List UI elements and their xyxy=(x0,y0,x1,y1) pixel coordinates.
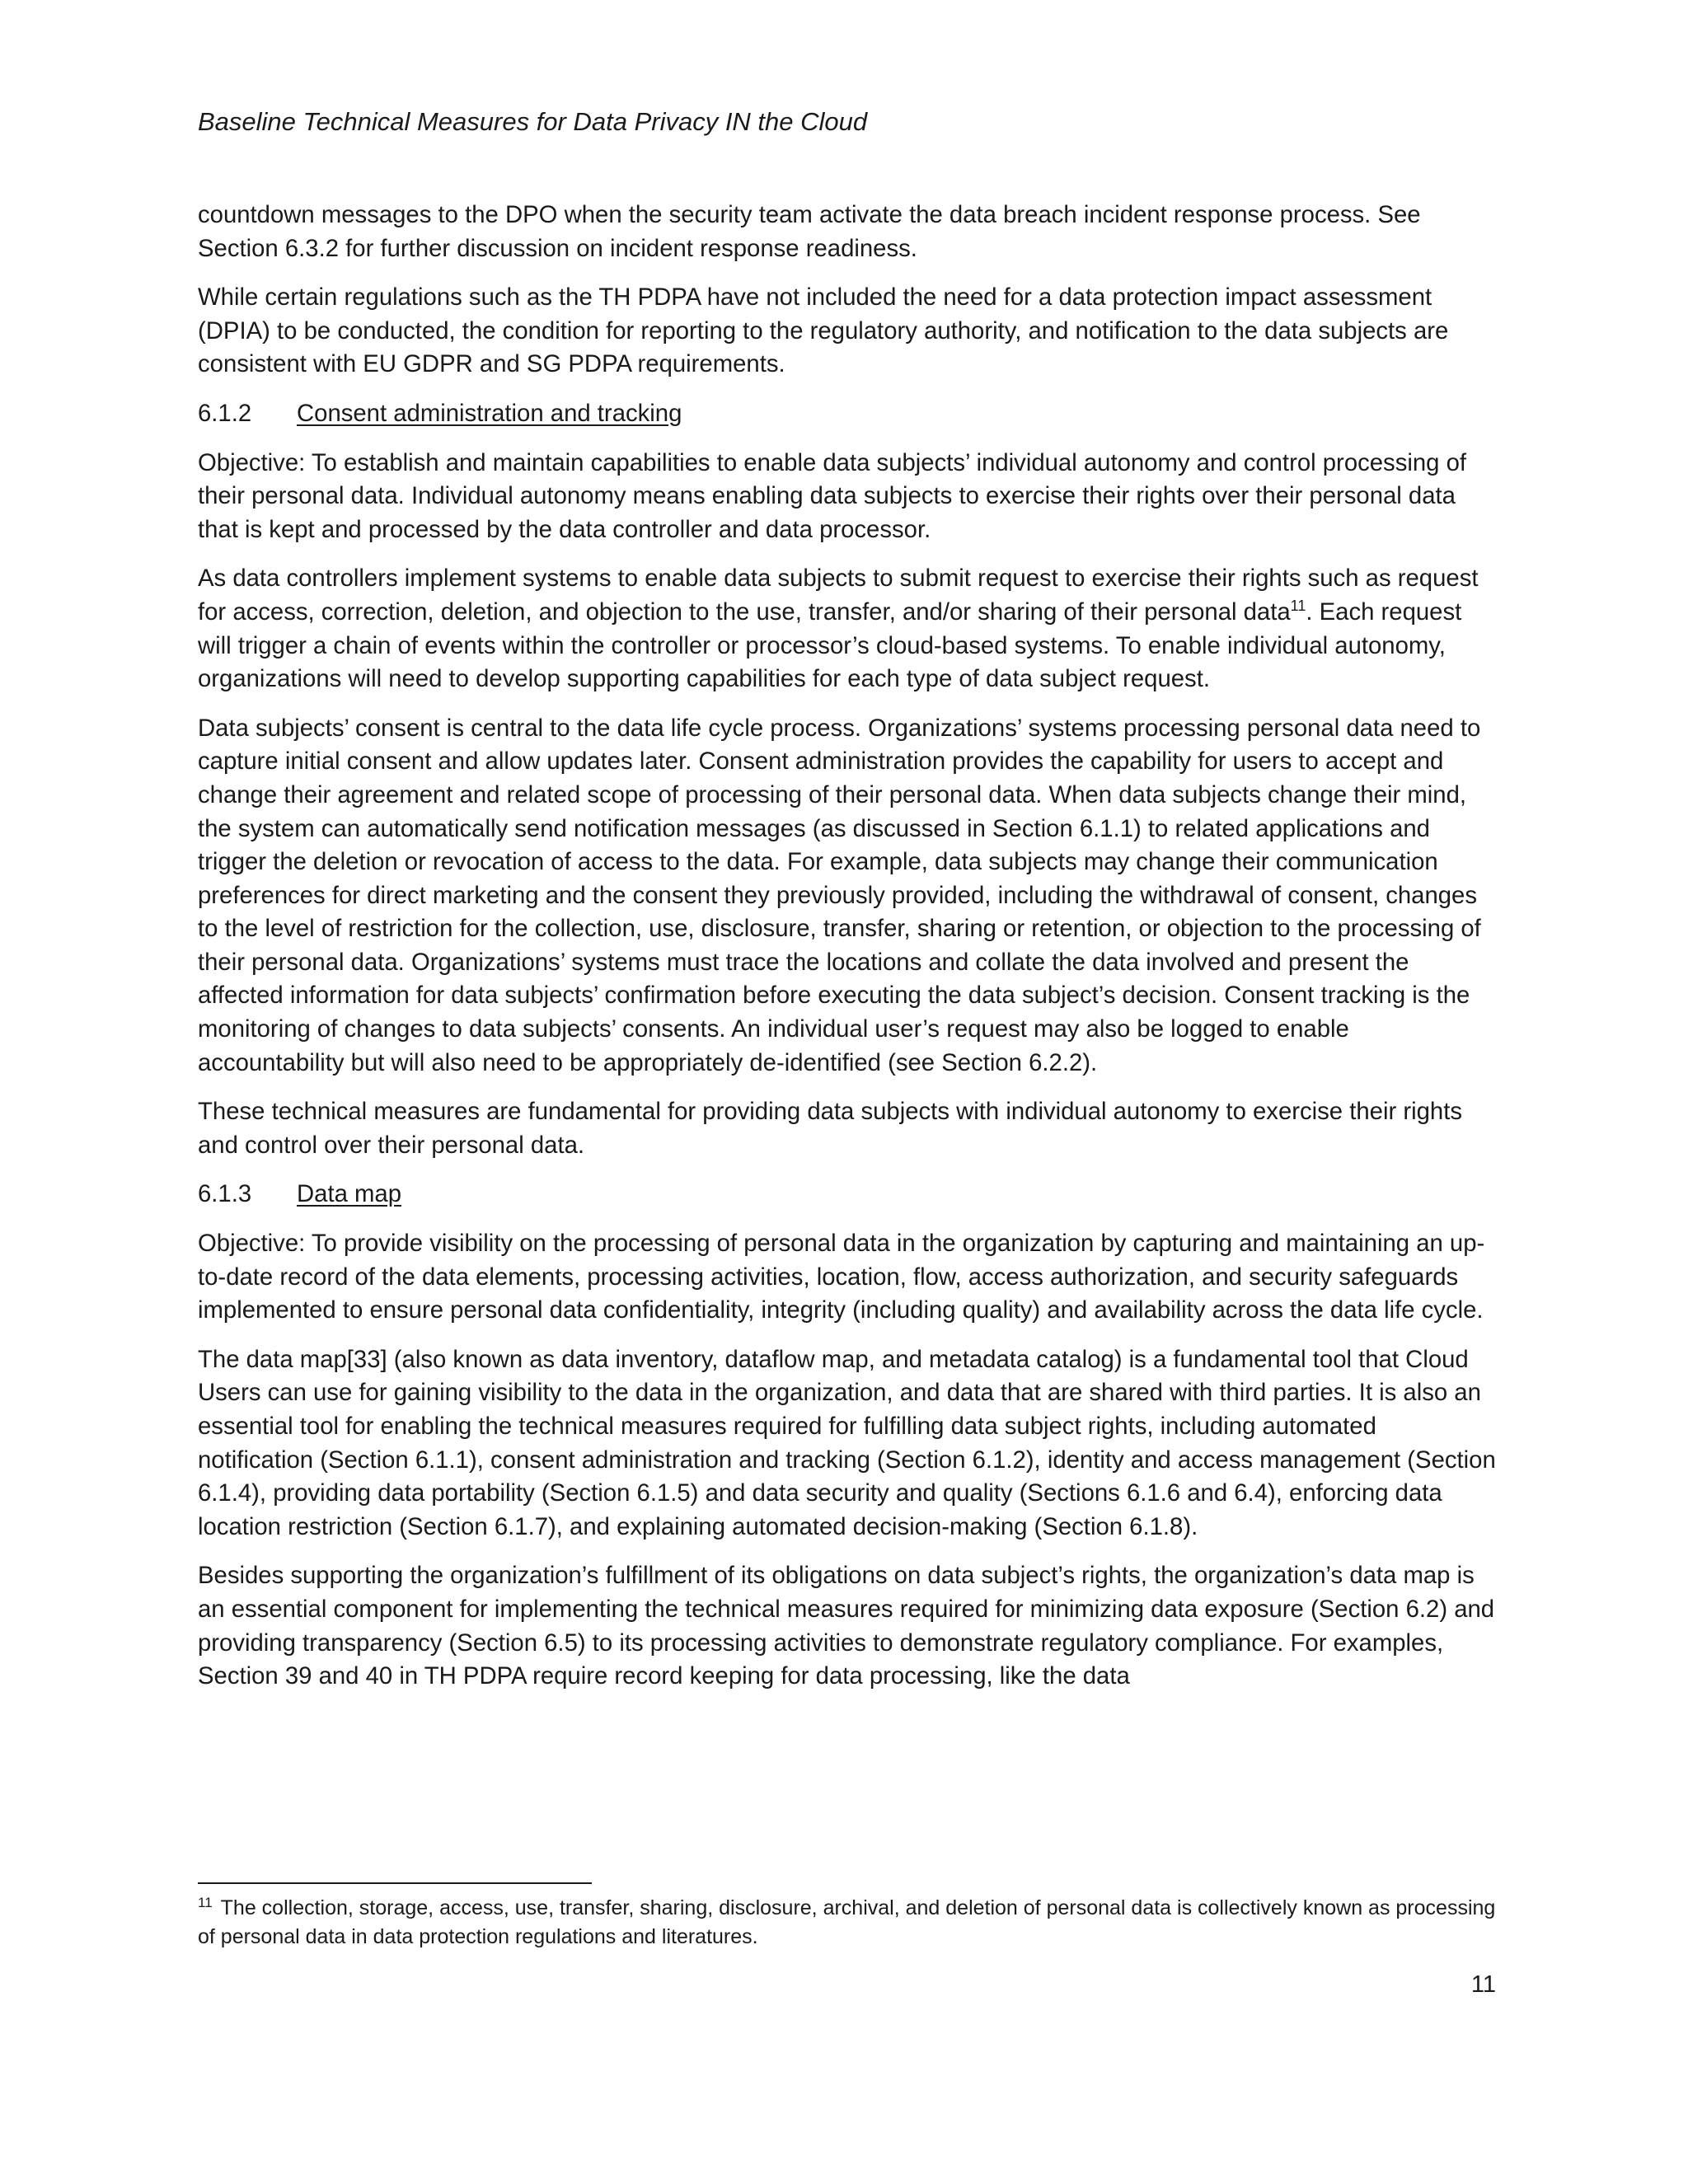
paragraph-text: . Each request will trigger a chain of events within the controller or processor’s cloud-based systems. To enable individual autonomy, organizations will need to develop supporting capabilities for each type of data subject request. xyxy=(198,598,1462,693)
paragraph: Besides supporting the organization’s fulfillment of its obligations on data subject’s rights, the organization’s data map is an essential component for implementing the technical measures required for minimizing data exposure (Section 6.2) and providing transparency (Section 6.5) to its processing activities to demonstrate regulatory compliance. For examples, Section 39 and 40 in TH PDPA require record keeping for data processing, like the data xyxy=(198,1562,1495,1690)
paragraph: countdown messages to the DPO when the security team activate the data breach incident response process. See Section 6.3.2 for further discussion on incident response readiness. xyxy=(198,201,1421,262)
running-header: Baseline Technical Measures for Data Privacy IN the Cloud xyxy=(198,107,868,136)
paragraph: While certain regulations such as the TH PDPA have not included the need for a data protection impact assessment (DPIA) to be conducted, the condition for reporting to the regulatory authority, and notification to the data subjects are consistent with EU GDPR and SG PDPA requirements. xyxy=(198,284,1449,378)
paragraph-text: As data controllers implement systems to enable data subjects to submit request to exercise their rights such as request for access, correction, deletion, and objection to the use, transfer, and/or sharing of their personal data xyxy=(198,565,1479,626)
footnote-separator xyxy=(198,1882,592,1884)
paragraph xyxy=(198,562,1496,696)
body-text xyxy=(198,199,1496,1709)
section-number: 6.1.2 xyxy=(198,399,252,427)
paragraph: Data subjects’ consent is central to the data life cycle process. Organizations’ systems processing personal data need to capture initial consent and allow updates later. Consent administration provides the capability for users to accept and change their agreement and related scope of processing of their personal data. When data subjects change their mind, the system can automatically send notification messages (as discussed in Section 6.1.1) to related applications and trigger the deletion or revocation of access to the data. For example, data subjects may change their communication preferences for direct marketing and the consent they previously provided, including the withdrawal of consent, changes to the level of restriction for the collection, use, disclosure, transfer, sharing or retention, or objection to the processing of their personal data. Organizations’ systems must trace the locations and collate the data involved and present the affected information for data subjects’ confirmation before executing the data subject’s decision. Consent tracking is the monitoring of changes to data subjects’ consents. An individual user’s request may also be logged to enable accountability but will also need to be appropriately de-identified (see Section 6.2.2). xyxy=(198,714,1481,1076)
paragraph: The data map[33] (also known as data inventory, dataflow map, and metadata catalog) is a fundamental tool that Cloud Users can use for gaining visibility to the data in the organization, and data that are shared with third parties. It is also an essential tool for enabling the technical measures required for fulfilling data subject rights, including automated notification (Section 6.1.1), consent administration and tracking (Section 6.1.2), identity and access management (Section 6.1.4), providing data portability (Section 6.1.5) and data security and quality (Sections 6.1.6 and 6.4), enforcing data location restriction (Section 6.1.7), and explaining automated decision-making (Section 6.1.8). xyxy=(198,1345,1496,1540)
section-title: Consent administration and tracking xyxy=(297,399,682,427)
section-heading-6-1-2 xyxy=(198,397,1496,431)
footnote-reference[interactable]: 11 xyxy=(1290,598,1306,615)
section-heading-6-1-3 xyxy=(198,1178,1496,1212)
section-number: 6.1.3 xyxy=(198,1180,252,1208)
footnote-text: The collection, storage, access, use, transfer, sharing, disclosure, archival, and deletion of personal data is collectively known as processing of personal data in data protection regulations and literatures. xyxy=(198,1896,1496,1948)
paragraph: Objective: To provide visibility on the processing of personal data in the organization by capturing and maintaining an up-to-date record of the data elements, processing activities, location, flow, access authorization, and security safeguards implemented to ensure personal data confidentiality, integrity (including quality) and availability across the data life cycle. xyxy=(198,1230,1485,1324)
paragraph: Objective: To establish and maintain capabilities to enable data subjects’ individual autonomy and control processing of their personal data. Individual autonomy means enabling data subjects to exercise their rights over their personal data that is kept and processed by the data controller and data processor. xyxy=(198,448,1467,543)
footnote-marker: 11 xyxy=(198,1894,213,1910)
section-title: Data map xyxy=(297,1180,402,1208)
paragraph: These technical measures are fundamental for providing data subjects with individual autonomy to exercise their rights and control over their personal data. xyxy=(198,1098,1463,1159)
page-number: 11 xyxy=(1470,1971,1496,1998)
footnote xyxy=(198,1894,1496,1952)
